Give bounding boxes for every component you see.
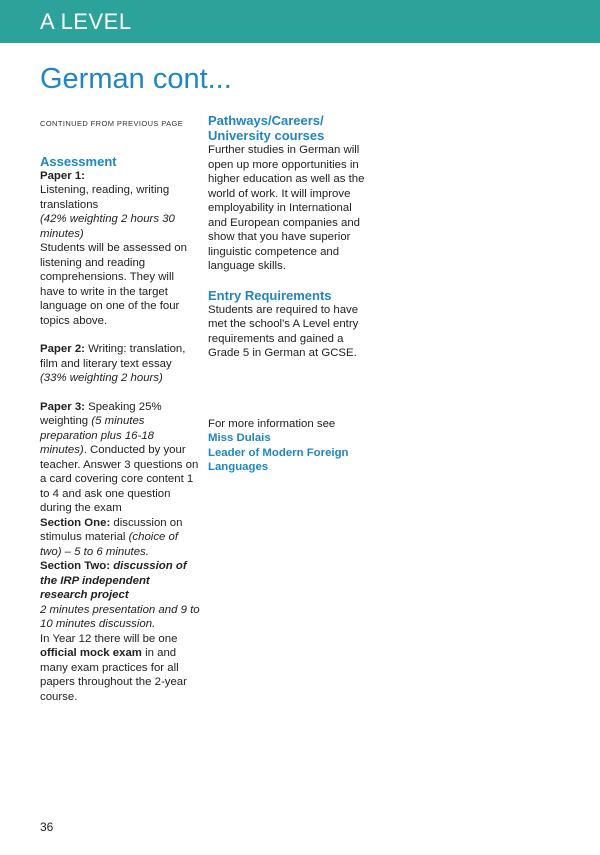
mock-text-c: in and many exam practices for all papers throughout the 2-year course. [40, 647, 187, 703]
page-number: 36 [40, 820, 54, 834]
pathways-heading: Pathways/Careers/ University courses [208, 113, 325, 143]
section-one-text: discussion on stimulus material [40, 516, 183, 543]
section-one [40, 516, 200, 560]
contact-name: Miss Dulais [208, 432, 271, 444]
paper2-block [40, 342, 200, 386]
paper3-block [40, 400, 200, 705]
paper1-weighting: (42% weighting 2 hours 30 minutes) [40, 213, 175, 240]
paper3-label: Paper 3: [40, 400, 85, 413]
section-two-topic: discussion of the IRP independent research project [40, 560, 187, 601]
paper2-label: Paper 2: [40, 343, 85, 355]
left-column [40, 117, 200, 704]
right-column [208, 113, 368, 475]
header-banner [0, 0, 600, 43]
paper3-timing: (5 minutes preparation plus 16-18 minutes) [40, 415, 154, 456]
paper1-description: Students will be assessed on listening and reading comprehensions. They will have to write in the target language on one of the four topics above. [40, 242, 187, 327]
paper1-title: Listening, reading, writing translations [40, 184, 170, 211]
contact-intro: For more information see [208, 417, 336, 430]
assessment-heading: Assessment [40, 153, 117, 169]
mock-text-a: In Year 12 there will be one [40, 632, 178, 645]
pathways-text: Further studies in German will open up more opportunities in higher education as well as the world of work. It will improve employability in International and European companies and show that you have superior linguistic competence and language skills. [208, 144, 365, 272]
paper2-text: Writing: translation, film and literary text essay [40, 343, 186, 370]
section-two [40, 559, 200, 603]
paper1-label: Paper 1: [40, 169, 85, 182]
paper3-description: . Conducted by your teacher. Answer 3 questions on a card covering core content 1 to 4 and ask one question during the exam [40, 444, 199, 514]
section-one-label: Section One: [40, 516, 111, 529]
paper2-weighting: (33% weighting 2 hours) [40, 372, 163, 384]
paper1-block [40, 169, 200, 329]
page-title: German cont... [40, 63, 232, 95]
section-two-timing: 2 minutes presentation and 9 to 10 minutes discussion. [40, 603, 200, 630]
banner-title: A LEVEL [40, 9, 132, 34]
section-one-choice: (choice of two) – 5 to 6 minutes. [40, 531, 179, 558]
mock-text-emphasis: official mock exam [40, 647, 142, 659]
section-two-label: Section Two: [40, 560, 114, 572]
continued-note: CONTINUED FROM PREVIOUS PAGE [40, 119, 184, 128]
contact-role: Leader of Modern Foreign Languages [208, 446, 349, 473]
paper3-text: Speaking 25% weighting [40, 400, 162, 427]
mock-exam-note [40, 632, 200, 705]
entry-text: Students are required to have met the school's A Level entry requirements and gained a Grade 5 in German at GCSE. [208, 303, 359, 359]
entry-heading: Entry Requirements [208, 287, 332, 303]
